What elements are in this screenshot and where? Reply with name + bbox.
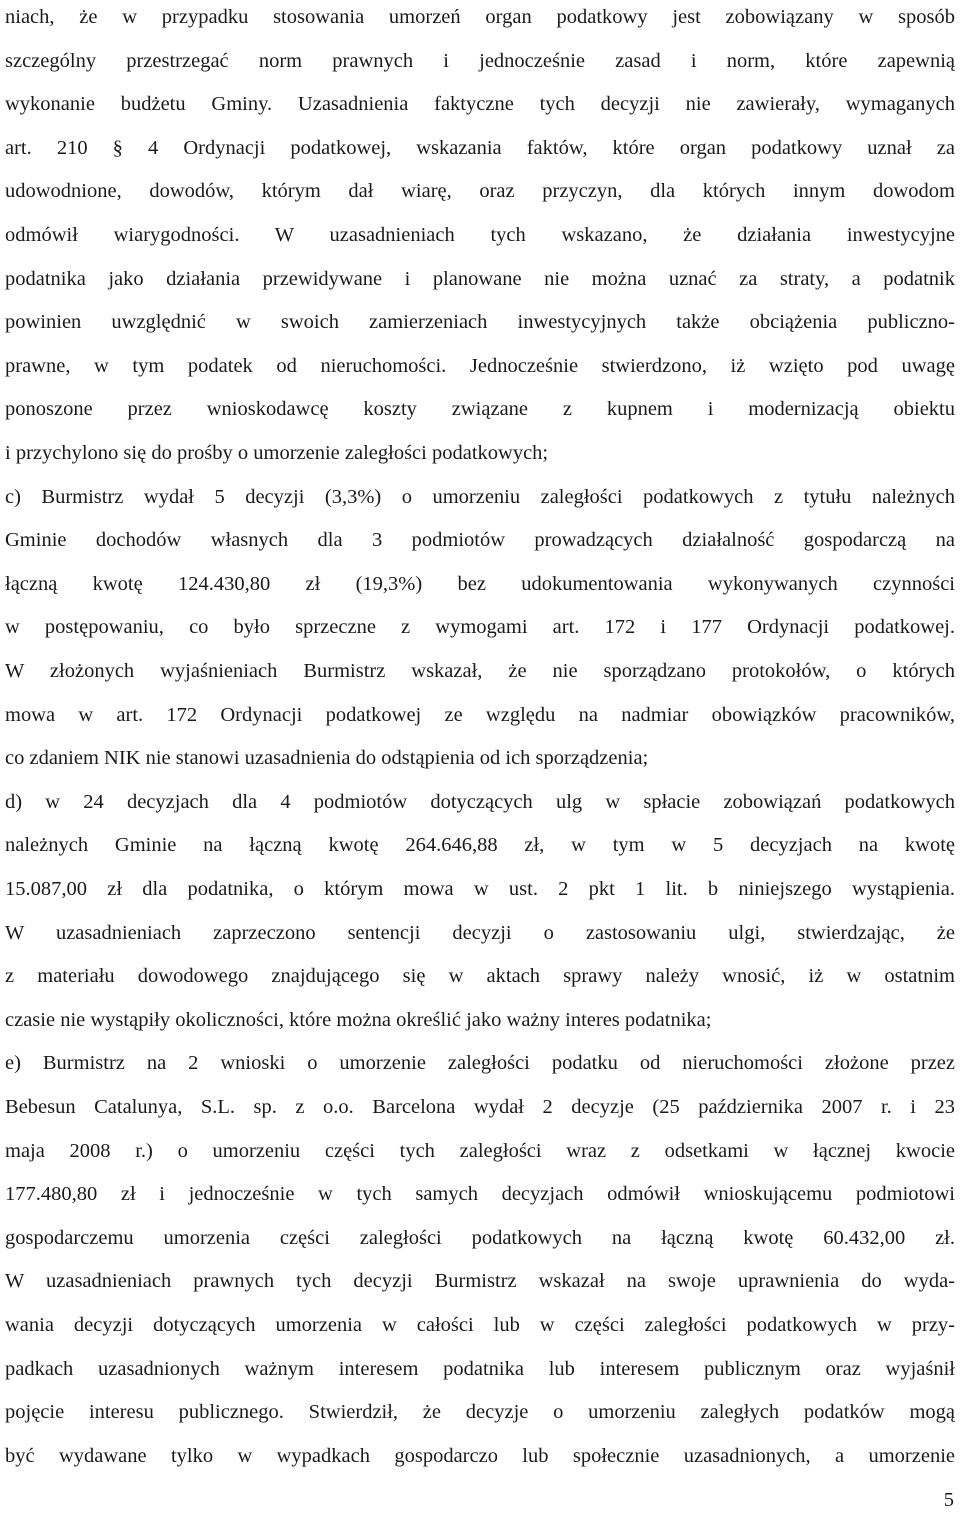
text-line: odmówił wiarygodności. W uzasadnieniach tych wskazano, że działania inwestycyjne xyxy=(5,224,955,246)
text-line: w postępowaniu, co było sprzeczne z wymogami art. 172 i 177 Ordynacji podatkowej. xyxy=(5,616,955,639)
text-line: szczególny przestrzegać norm prawnych i jednocześnie zasad i norm, które zapewnią xyxy=(5,49,955,72)
text-line: 15.087,00 zł dla podatnika, o którym mowa w ust. 2 pkt 1 lit. b niniejszego wystąpienia. xyxy=(5,878,955,900)
page-number: 5 xyxy=(943,1489,954,1511)
text-line: wykonanie budżetu Gminy. Uzasadnienia faktyczne tych decyzji nie zawierały, wymaganych xyxy=(5,93,955,116)
text-line: ponoszone przez wnioskodawcę koszty związane z kupnem i modernizacją obiektu xyxy=(5,398,955,421)
text-line: d) w 24 decyzjach dla 4 podmiotów dotyczących ulg w spłacie zobowiązań podatkowych xyxy=(5,790,955,813)
text-line: udowodnione, dowodów, którym dał wiarę, oraz przyczyn, dla których innym dowodom xyxy=(5,180,955,203)
text-line: mowa w art. 172 Ordynacji podatkowej ze względu na nadmiar obowiązków pracowników, xyxy=(5,703,955,726)
text-line: W złożonych wyjaśnieniach Burmistrz wskazał, że nie sporządzano protokołów, o których xyxy=(5,660,955,682)
text-line: e) Burmistrz na 2 wnioski o umorzenie zaległości podatku od nieruchomości złożone przez xyxy=(5,1052,955,1075)
text-line: należnych Gminie na łączną kwotę 264.646,88 zł, w tym w 5 decyzjach na kwotę xyxy=(5,834,955,857)
text-line: prawne, w tym podatek od nieruchomości. Jednocześnie stwierdzono, iż wzięto pod uwagę xyxy=(5,354,955,377)
text-line: gospodarczemu umorzenia części zaległości podatkowych na łączną kwotę 60.432,00 zł. xyxy=(5,1226,955,1249)
text-line: Bebesun Catalunya, S.L. sp. z o.o. Barcelona wydał 2 decyzje (25 października 2007 r. i 23 xyxy=(5,1096,955,1118)
text-line: art. 210 § 4 Ordynacji podatkowej, wskazania faktów, które organ podatkowy uznał za xyxy=(5,136,955,159)
text-line: maja 2008 r.) o umorzeniu części tych zaległości wraz z odsetkami w łącznej kwocie xyxy=(5,1139,955,1162)
text-line: podatnika jako działania przewidywane i planowane nie można uznać za straty, a podatnik xyxy=(5,267,955,290)
text-line: Gminie dochodów własnych dla 3 podmiotów prowadzących działalność gospodarczą na xyxy=(5,529,955,552)
text-line: padkach uzasadnionych ważnym interesem podatnika lub interesem publicznym oraz wyjaśnił xyxy=(5,1357,955,1380)
text-line: co zdaniem NIK nie stanowi uzasadnienia do odstąpienia od ich sporządzenia; xyxy=(5,747,649,770)
text-line: z materiału dowodowego znajdującego się w aktach sprawy należy wnosić, iż w ostatnim xyxy=(5,965,955,988)
text-line: powinien uwzględnić w swoich zamierzeniach inwestycyjnych także obciążenia publiczno- xyxy=(5,311,955,334)
text-line: c) Burmistrz wydał 5 decyzji (3,3%) o umorzeniu zaległości podatkowych z tytułu należnych xyxy=(5,485,955,508)
text-line: być wydawane tylko w wypadkach gospodarczo lub społecznie uzasadnionych, a umorzenie xyxy=(5,1444,955,1467)
text-line: niach, że w przypadku stosowania umorzeń organ podatkowy jest zobowiązany w sposób xyxy=(5,6,955,28)
text-line: wania decyzji dotyczących umorzenia w całości lub w części zaległości podatkowych w przy- xyxy=(5,1314,955,1336)
text-line: czasie nie wystąpiły okoliczności, które można określić jako ważny interes podatnika; xyxy=(5,1008,712,1031)
text-line: pojęcie interesu publicznego. Stwierdził, że decyzje o umorzeniu zaległych podatków mogą xyxy=(5,1401,955,1424)
text-line: W uzasadnieniach prawnych tych decyzji Burmistrz wskazał na swoje uprawnienia do wyda- xyxy=(5,1270,955,1293)
text-line: i przychylono się do prośby o umorzenie zaległości podatkowych; xyxy=(5,442,549,464)
text-line: 177.480,80 zł i jednocześnie w tych samych decyzjach odmówił wnioskującemu podmiotowi xyxy=(5,1183,955,1206)
text-line: łączną kwotę 124.430,80 zł (19,3%) bez udokumentowania wykonywanych czynności xyxy=(5,572,955,595)
text-line: W uzasadnieniach zaprzeczono sentencji decyzji o zastosowaniu ulgi, stwierdzając, że xyxy=(5,921,955,944)
